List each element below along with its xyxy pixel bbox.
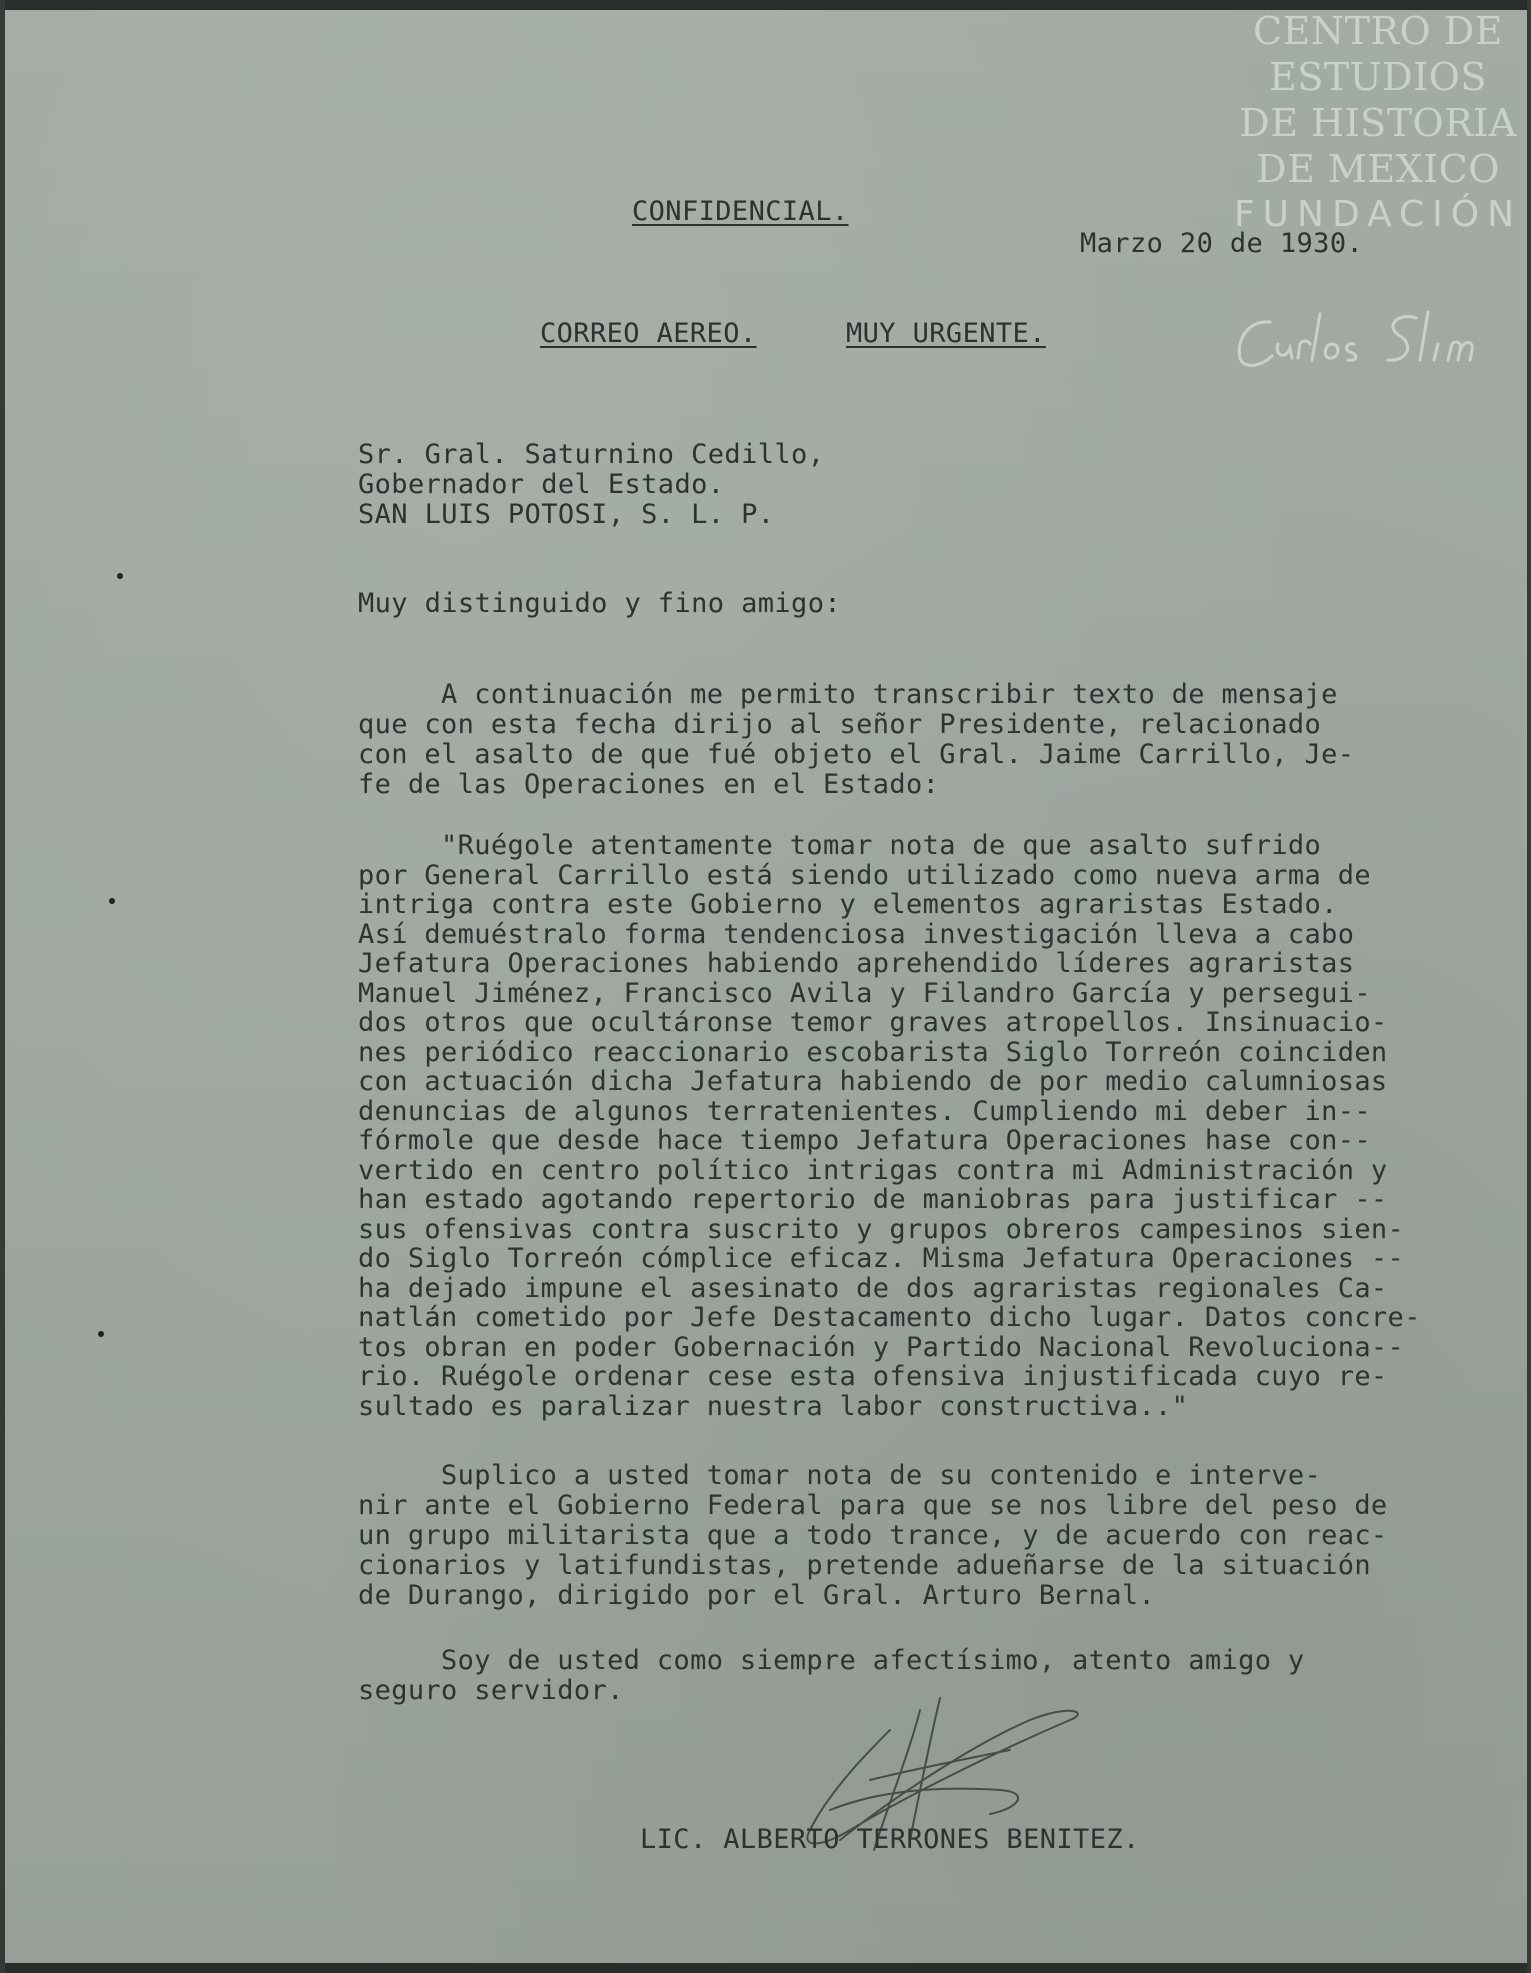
signer-name: LIC. ALBERTO TERRONES BENITEZ. <box>640 1824 1140 1855</box>
closing-line: Soy de usted como siempre afectísimo, atento amigo y <box>358 1645 1305 1676</box>
letter-date: Marzo 20 de 1930. <box>1080 228 1364 259</box>
watermark-line: ESTUDIOS <box>1269 55 1487 99</box>
urgency-label: MUY URGENTE. <box>846 318 1046 349</box>
watermark-line: DE MEXICO <box>1256 147 1500 191</box>
recipient-name: Sr. Gral. Saturnino Cedillo, <box>358 439 825 470</box>
quote-line: sus ofensivas contra suscrito y grupos obreros campesinos sien- <box>358 1213 1405 1245</box>
binder-speck <box>98 1331 104 1337</box>
recipient-location: SAN LUIS POTOSI, S. L. P. <box>358 499 775 530</box>
quote-line: por General Carrillo está siendo utilizado como nueva arma de <box>358 859 1371 891</box>
quote-line: vertido en centro político intrigas contra mi Administración y <box>358 1154 1388 1186</box>
quote-line: rio. Ruégole ordenar cese esta ofensiva injustificada cuyo re- <box>358 1361 1388 1392</box>
intro-line: con el asalto de que fué objeto el Gral. Jaime Carrillo, Je- <box>358 739 1355 770</box>
quote-line: fórmole que desde hace tiempo Jefatura Operaciones hase con-- <box>358 1125 1371 1156</box>
quote-line: do Siglo Torreón cómplice eficaz. Misma Jefatura Operaciones -- <box>358 1243 1405 1274</box>
quote-line: sultado es paralizar nuestra labor constructiva.." <box>358 1390 1189 1422</box>
scan-border-left <box>0 0 5 1973</box>
request-line: nir ante el Gobierno Federal para que se nos libre del peso de <box>358 1490 1388 1521</box>
quote-line: intriga contra este Gobierno y elementos agraristas Estado. <box>358 889 1338 920</box>
quote-line: "Ruégole atentamente tomar nota de que asalto sufrido <box>358 830 1322 861</box>
quote-line: han estado agotando repertorio de maniobras para justificar -- <box>358 1184 1388 1215</box>
intro-line: A continuación me permito transcribir texto de mensaje <box>358 679 1338 710</box>
scan-border-right <box>1527 0 1531 1973</box>
watermark-foundation: FUNDACIÓN <box>1233 194 1523 235</box>
mail-type: CORREO AEREO. <box>540 318 757 349</box>
watermark-line: CENTRO DE <box>1253 9 1503 53</box>
request-line: un grupo militarista que a todo trance, y de acuerdo con reac- <box>358 1520 1388 1551</box>
intro-line: que con esta fecha dirijo al señor Presidente, relacionado <box>358 709 1322 740</box>
intro-line: fe de las Operaciones en el Estado: <box>358 769 940 800</box>
quote-line: Así demuéstralo forma tendenciosa investigación lleva a cabo <box>358 918 1355 950</box>
quote-line: natlán cometido por Jefe Destacamento dicho lugar. Datos concre- <box>358 1302 1421 1333</box>
quote-line: Jefatura Operaciones habiendo aprehendido líderes agraristas <box>358 948 1355 979</box>
quote-line: nes periódico reaccionario escobarista Siglo Torreón coinciden <box>358 1036 1388 1068</box>
carlos-slim-signature-icon <box>1228 300 1528 380</box>
watermark-line: DE HISTORIA <box>1239 101 1517 145</box>
request-line: Suplico a usted tomar nota de su contenido e interve- <box>358 1460 1322 1491</box>
binder-speck <box>117 573 123 579</box>
quote-line: tos obran en poder Gobernación y Partido Nacional Revoluciona-- <box>358 1331 1405 1363</box>
request-line: de Durango, dirigido por el Gral. Arturo Bernal. <box>358 1580 1156 1611</box>
quote-line: dos otros que ocultáronse temor graves atropellos. Insinuacio- <box>358 1007 1388 1038</box>
binder-speck <box>109 898 115 904</box>
recipient-title: Gobernador del Estado. <box>358 469 725 500</box>
confidential-heading: CONFIDENCIAL. <box>632 196 849 227</box>
salutation: Muy distinguido y fino amigo: <box>358 588 842 619</box>
quote-line: Manuel Jiménez, Francisco Avila y Filandro García y persegui- <box>358 977 1371 1009</box>
quote-line: ha dejado impune el asesinato de dos agraristas regionales Ca- <box>358 1272 1388 1304</box>
archive-watermark <box>1228 8 1528 235</box>
quote-line: con actuación dicha Jefatura habiendo de por medio calumniosas <box>358 1066 1388 1097</box>
scan-border-bottom <box>0 1963 1531 1973</box>
closing-line: seguro servidor. <box>358 1675 624 1706</box>
request-line: cionarios y latifundistas, pretende adueñarse de la situación <box>358 1550 1371 1581</box>
quote-line: denuncias de algunos terratenientes. Cumpliendo mi deber in-- <box>358 1095 1371 1127</box>
